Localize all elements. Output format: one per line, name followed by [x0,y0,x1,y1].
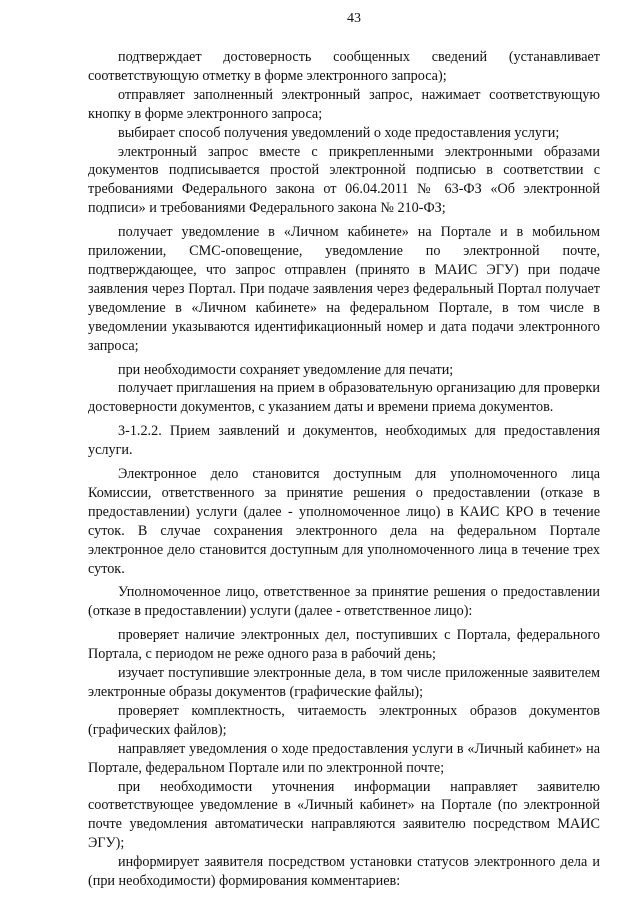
paragraph: направляет уведомления о ходе предоставления услуги в «Личный кабинет» на Портале, федеральном Портале или по электронной почте; [88,740,600,776]
paragraph: электронный запрос вместе с прикрепленными электронными образами документов подписывается простой электронной подписью в соответствии с требованиями Федерального закона от 06.04.2011 № 63-ФЗ «Об электронной подписи» и требованиями Федерального закона № 210-ФЗ; [88,143,600,217]
paragraph: получает приглашения на прием в образовательную организацию для проверки достоверности документов, с указанием даты и времени приема документов. [88,380,600,416]
paragraph: информирует заявителя посредством установки статусов электронного дела и (при необходимости) формирования комментариев: [88,854,600,890]
section-heading: 3-1.2.2. Прием заявлений и документов, необходимых для предоставления услуги. [88,423,600,459]
paragraph: Электронное дело становится доступным для уполномоченного лица Комиссии, ответственного за принятие решения о предоставлении (отказе в предоставлении) услуги (далее - уполномоченное лицо) в КАИС КРО в течение суток. В случае сохранения электронного дела на федеральном Портале электронное дело становится доступным для уполномоченного лица в течение трех суток. [88,466,600,577]
paragraph: при необходимости сохраняет уведомление для печати; [118,361,454,378]
paragraph: проверяет комплектность, читаемость электронных образов документов (графических файлов); [88,702,600,738]
paragraph: Уполномоченное лицо, ответственное за принятие решения о предоставлении (отказе в предоставлении) услуги (далее - ответственное лицо): [88,584,600,620]
page-number: 43 [347,11,361,26]
paragraph: выбирает способ получения уведомлений о ходе предоставления услуги; [118,124,560,141]
paragraph: получает уведомление в «Личном кабинете» на Портале и в мобильном приложении, СМС-оповещение, уведомление по электронной почте, подтверждающее, что запрос отправлен (принято в МАИС ЭГУ) при подаче заявления через Портал. При подаче заявления через федеральный Портал получает уведомление в «Личном кабинете» на федеральном Портале, в том числе в уведомлении указываются идентификационный номер и дата подачи электронного запроса; [88,224,600,354]
paragraph: при необходимости уточнения информации направляет заявителю соответствующее уведомление в «Личный кабинет» на Портале (по электронной почте уведомления автоматически направляются заявителю посредством МАИС ЭГУ); [88,778,600,852]
paragraph: изучает поступившие электронные дела, в том числе приложенные заявителем электронные образы документов (графические файлы); [88,665,600,700]
body-text [88,48,600,891]
paragraph: проверяет наличие электронных дел, поступивших с Портала, федерального Портала, с периодом не реже одного раза в рабочий день; [88,627,600,663]
paragraph: подтверждает достоверность сообщенных сведений (устанавливает соответствующую отметку в форме электронного запроса); [88,49,600,84]
paragraph: отправляет заполненный электронный запрос, нажимает соответствующую кнопку в форме электронного запроса; [88,86,600,122]
